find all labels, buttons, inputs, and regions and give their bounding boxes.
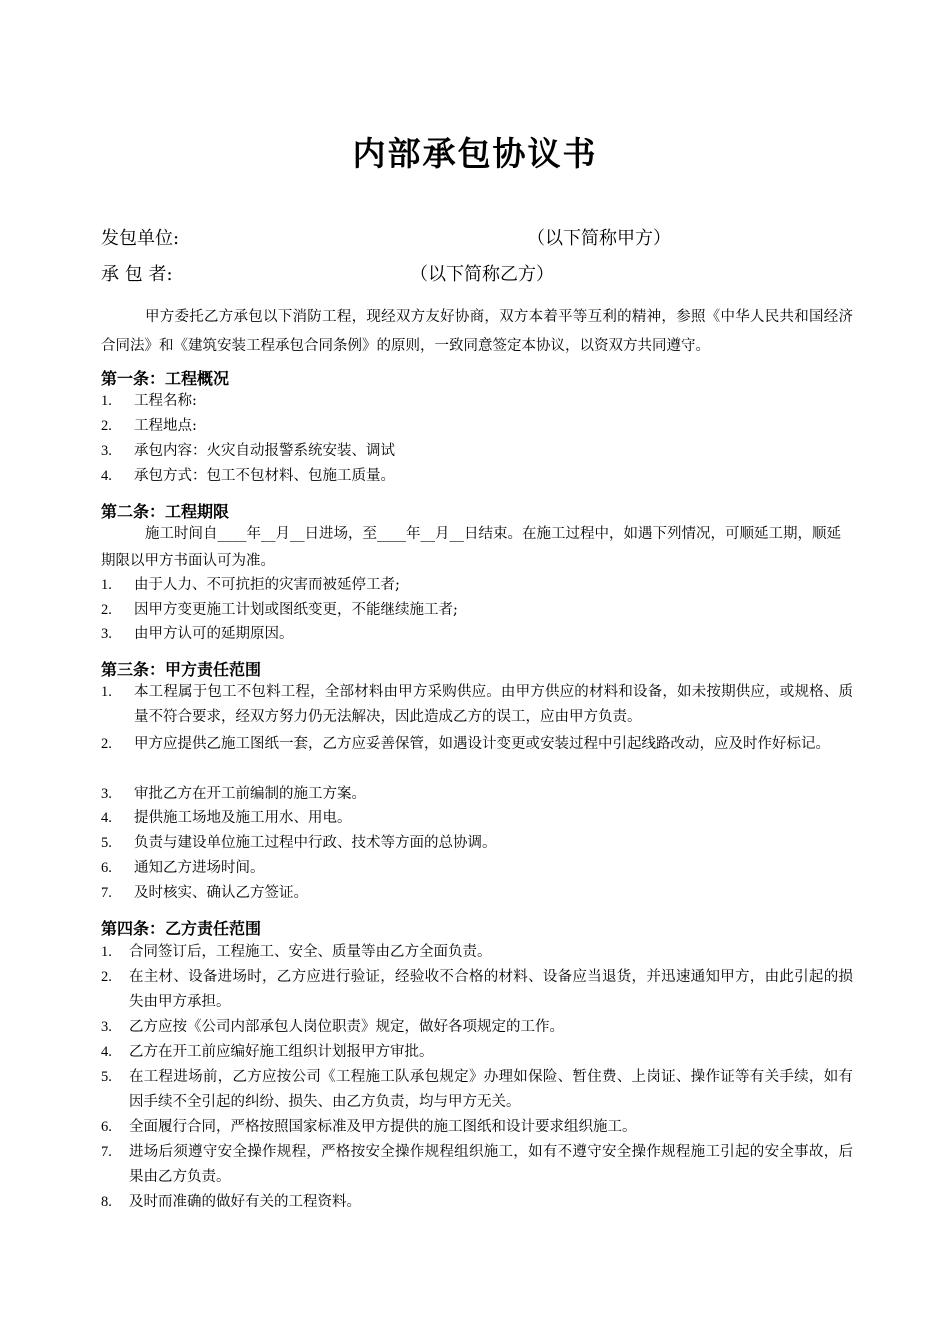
item-text: 通知乙方进场时间。 [134,860,265,876]
item-number: 3. [101,1019,112,1035]
item-text: 审批乙方在开工前编制的施工方案。 [134,786,366,802]
item-number: 4. [101,810,112,826]
section-heading: 第一条：工程概况 [101,369,230,388]
section-paragraph: 施工时间自____年__月__日进场，至____年__月__日结束。在施工过程中，如遇下列情况，可顺延工期，顺延期限以甲方书面认可为准。 [101,526,841,569]
item-text: 在工程进场前，乙方应按公司《工程施工队承包规定》办理如保险、暂住费、上岗证、操作证等有关手续，如有因手续不全引起的纠纷、损失、由乙方负责，均与甲方无关。 [129,1069,853,1110]
item-number: 3. [101,443,112,459]
item-text: 承包方式：包工不包材料、包施工质量。 [134,468,395,484]
item-text: 本工程属于包工不包料工程，全部材料由甲方采购供应。由甲方供应的材料和设备，如未按期供应，或规格、质量不符合要求，经双方努力仍无法解决，因此造成乙方的误工，应由甲方负责。 [134,684,853,725]
item-text: 负责与建设单位施工过程中行政、技术等方面的总协调。 [134,835,497,851]
item-text: 及时而准确的做好有关的工程资料。 [129,1194,361,1210]
item-number: 6. [101,1119,112,1135]
item-text: 乙方在开工前应编好施工组织计划报甲方审批。 [129,1044,434,1060]
list-item [101,598,853,623]
list-item [101,965,853,1015]
list-item [101,831,853,856]
contractor-suffix: （以下简称乙方） [410,264,554,285]
list-item [101,1040,853,1065]
item-number: 7. [101,885,112,901]
list-item [101,1065,853,1115]
item-number: 4. [101,1044,112,1060]
item-number: 8. [101,1194,112,1210]
list-item [101,439,853,464]
item-text: 甲方应提供乙施工图纸一套，乙方应妥善保管，如遇设计变更或安装过程中引起线路改动，应及时作好标记。 [134,736,830,752]
list-item [101,881,853,906]
item-number: 4. [101,468,112,484]
item-number: 2. [101,602,112,618]
intro-text: 甲方委托乙方承包以下消防工程，现经双方友好协商，双方本着平等互利的精神，参照《中华人民共和国经济合同法》和《建筑安装工程承包合同条例》的原则，一致同意签定本协议，以资双方共同遵守。 [101,309,853,354]
item-text: 工程地点: [134,418,197,434]
intro-paragraph [101,303,853,361]
list-item [101,389,853,414]
item-text: 工程名称: [134,393,197,409]
item-text: 提供施工场地及施工用水、用电。 [134,810,352,826]
item-number: 2. [101,418,112,434]
list-item [101,806,853,831]
list-item [101,732,853,757]
list-item [101,782,853,807]
item-text: 进场后须遵守安全操作规程，严格按安全操作规程组织施工，如有不遵守安全操作规程施工引起的安全事故，后果由乙方负责。 [129,1144,853,1185]
list-item [101,680,853,730]
item-text: 因甲方变更施工计划或图纸变更，不能继续施工者; [134,602,458,618]
list-item [101,464,853,489]
list-item [101,414,853,439]
list-item [101,856,853,881]
employer-suffix: （以下简称甲方） [527,228,671,249]
list-item [101,940,853,965]
item-text: 及时核实、确认乙方签证。 [134,885,308,901]
item-number: 5. [101,1069,112,1085]
item-text: 在主材、设备进场时，乙方应进行验证，经验收不合格的材料、设备应当退货，并迅速通知甲方，由此引起的损失由甲方承担。 [129,969,853,1010]
item-number: 1. [101,393,112,409]
item-number: 1. [101,577,112,593]
list-item [101,1140,853,1190]
item-text: 由甲方认可的延期原因。 [134,626,294,642]
item-text: 由于人力、不可抗拒的灾害而被延停工者; [134,577,400,593]
item-text: 合同签订后，工程施工、安全、质量等由乙方全面负责。 [129,944,492,960]
list-item [101,622,853,647]
item-number: 1. [101,944,112,960]
section-heading: 第四条：乙方责任范围 [101,919,262,938]
item-number: 5. [101,835,112,851]
contractor-label: 承 包 者: [101,264,173,285]
item-number: 7. [101,1144,112,1160]
list-item [101,573,853,598]
item-text: 承包内容：火灾自动报警系统安装、调试 [134,443,395,459]
item-number: 2. [101,736,112,752]
item-text: 全面履行合同，严格按照国家标准及甲方提供的施工图纸和设计要求组织施工。 [129,1119,637,1135]
item-number: 2. [101,969,112,985]
item-text: 乙方应按《公司内部承包人岗位职责》规定，做好各项规定的工作。 [129,1019,564,1035]
section-heading: 第二条：工程期限 [101,502,230,521]
item-number: 3. [101,786,112,802]
list-item [101,1190,853,1215]
list-item [101,1115,853,1140]
item-number: 1. [101,684,112,700]
item-number: 6. [101,860,112,876]
item-number: 3. [101,626,112,642]
page-title: 内部承包协议书 [352,134,598,173]
list-item [101,1015,853,1040]
employer-label: 发包单位: [101,228,180,249]
section-heading: 第三条：甲方责任范围 [101,660,262,679]
